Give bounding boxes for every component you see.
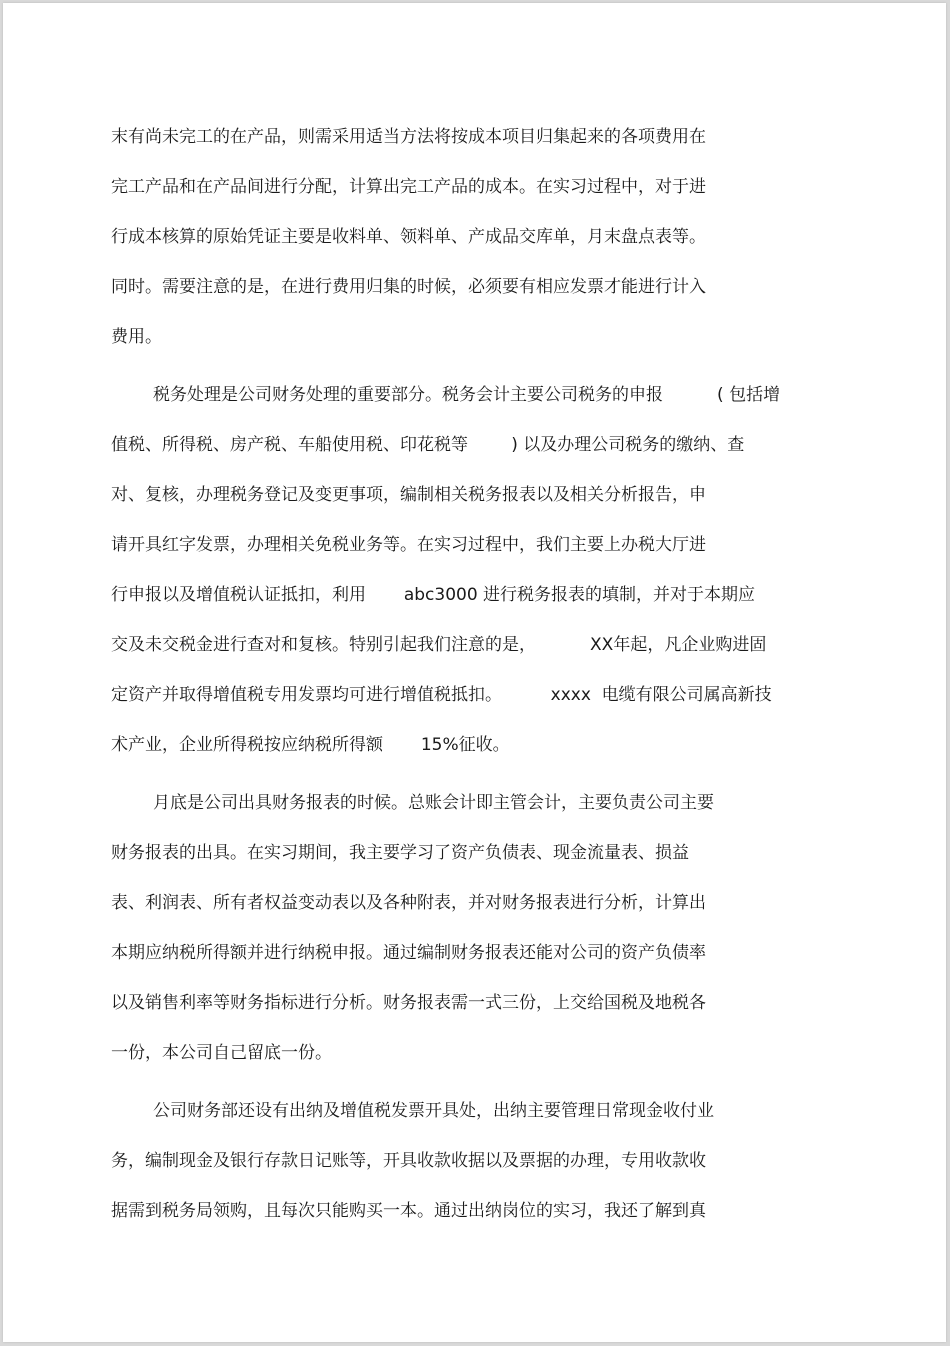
text-line: 完工产品和在产品间进行分配，计算出完工产品的成本。在实习过程中，对于进	[111, 177, 706, 197]
text-line: 以及销售利率等财务指标进行分析。财务报表需一式三份，上交给国税及地税各	[111, 993, 706, 1013]
text-line: 对、复核，办理税务登记及变更事项，编制相关税务报表以及相关分析报告，申	[111, 485, 706, 505]
text-line: 公司财务部还设有出纳及增值税发票开具处，出纳主要管理日常现金收付业	[153, 1101, 714, 1121]
text-line: 请开具红字发票，办理相关免税业务等。在实习过程中，我们主要上办税大厅进	[111, 535, 706, 555]
text-line: 同时。需要注意的是，在进行费用归集的时候，必须要有相应发票才能进行计入	[111, 277, 706, 297]
text-line: 费用。	[111, 327, 162, 347]
text-line: 行申报以及增值税认证抵扣，利用 abc3000 进行税务报表的填制，并对于本期应	[111, 585, 756, 605]
text-line: 术产业，企业所得税按应纳税所得额 15%征收。	[111, 735, 510, 755]
text-line: 税务处理是公司财务处理的重要部分。税务会计主要公司税务的申报 ( 包括增	[153, 385, 781, 405]
text-line: 据需到税务局领购，且每次只能购买一本。通过出纳岗位的实习，我还了解到真	[111, 1201, 706, 1221]
text-line: 财务报表的出具。在实习期间，我主要学习了资产负债表、现金流量表、损益	[111, 843, 689, 863]
text-line: 定资产并取得增值税专用发票均可进行增值税抵扣。 xxxx 电缆有限公司属高新技	[111, 685, 772, 705]
text-line: 表、利润表、所有者权益变动表以及各种附表，并对财务报表进行分析，计算出	[111, 893, 706, 913]
text-line: 交及未交税金进行查对和复核。特别引起我们注意的是， XX年起，凡企业购进固	[111, 635, 767, 655]
text-line: 一份，本公司自己留底一份。	[111, 1043, 332, 1063]
text-line: 末有尚未完工的在产品，则需采用适当方法将按成本项目归集起来的各项费用在	[111, 127, 706, 147]
text-line: 月底是公司出具财务报表的时候。总账会计即主管会计，主要负责公司主要	[153, 793, 714, 813]
text-line: 本期应纳税所得额并进行纳税申报。通过编制财务报表还能对公司的资产负债率	[111, 943, 706, 963]
text-line: 行成本核算的原始凭证主要是收料单、领料单、产成品交库单，月末盘点表等。	[111, 227, 706, 247]
text-line: 务，编制现金及银行存款日记账等，开具收款收据以及票据的办理，专用收款收	[111, 1151, 706, 1171]
text-line: 值税、所得税、房产税、车船使用税、印花税等 ) 以及办理公司税务的缴纳、查	[111, 435, 745, 455]
document-page	[3, 3, 946, 1342]
